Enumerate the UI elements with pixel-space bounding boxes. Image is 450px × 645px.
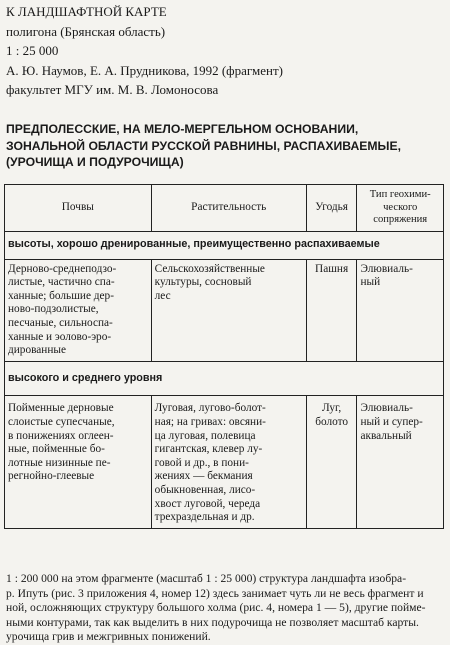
cell-land-use: Луг, болото <box>306 396 357 528</box>
footer-line: 1 : 200 000 на этом фрагменте (масштаб 1 : 25 000) структура ландшафта изобра- <box>6 572 407 585</box>
cell-soil: Пойменные дерновые слоистые супесчаные, в понижениях оглеен- ные, пойменные бо- лотные низинные пе- регнойно-глеевые <box>5 396 152 528</box>
header-line: факультет МГУ им. М. В. Ломоносова <box>6 82 219 97</box>
section-title <box>6 121 442 171</box>
header-line: 1 : 25 000 <box>6 43 59 58</box>
section-heading: высоты, хорошо дренированные, преимущественно распахиваемые <box>5 232 444 260</box>
cell-geochemical: Элювиаль- ный <box>357 259 444 361</box>
table-row <box>5 259 444 361</box>
title-line: ЗОНАЛЬНОЙ ОБЛАСТИ РУССКОЙ РАВНИНЫ, РАСПАХИВАЕМЫЕ, <box>6 138 401 153</box>
header-line: К ЛАНДШАФТНОЙ КАРТЕ <box>6 4 167 19</box>
title-line: (УРОЧИЩА И ПОДУРОЧИЩА) <box>6 155 184 169</box>
footer-line: урочища грив и межгривных понижений. <box>6 630 211 644</box>
header-soils: Почвы <box>5 185 152 232</box>
section-row <box>5 232 444 260</box>
footer-line: р. Ипуть (рис. 3 приложения 4, номер 12) здесь занимает чуть ли не весь фрагмент и <box>6 586 424 600</box>
cell-land-use: Пашня <box>306 259 357 361</box>
header-line: полигона (Брянская область) <box>6 23 166 39</box>
header-line: А. Ю. Наумов, Е. А. Прудникова, 1992 (фрагмент) <box>6 62 283 78</box>
table-header-row <box>5 185 444 232</box>
footer-text <box>6 572 444 645</box>
cell-geochemical: Элювиаль- ный и супер- аквальный <box>357 396 444 528</box>
footer-line: ной, осложняющих структуру большого холма (рис. 4, номера 1 — 5), другие пойме- <box>6 601 426 615</box>
footer-line: ными контурами, так как выделить в них подурочища не позволяет масштаб карты. <box>6 615 419 629</box>
cell-vegetation: Луговая, лугово-болот- ная; на гривах: овсяни- ца луговая, полевица гигантская, клевер лу- говой и др., в пони- жениях — бекмания обыкновенная, лисо- хвост луговой, череда трехраздельная и др. <box>151 396 306 528</box>
table-row <box>5 396 444 528</box>
header-land-use: Угодья <box>306 185 357 232</box>
section-row <box>5 361 444 396</box>
header-vegetation: Растительность <box>151 185 306 232</box>
header-geochemical: Тип геохими- ческого сопряжения <box>357 185 444 232</box>
title-line: ПРЕДПОЛЕССКИЕ, НА МЕЛО-МЕРГЕЛЬНОМ ОСНОВАНИИ, <box>6 122 359 136</box>
section-heading: высокого и среднего уровня <box>5 361 444 396</box>
header-block <box>6 2 283 100</box>
legend-table <box>4 184 444 529</box>
cell-soil: Дерново-среднеподзо- листые, частично спа- ханные; большие дер- ново-подзолистые, песчаные, сильноспа- ханные и эолово-эро- дированные <box>5 259 152 361</box>
cell-vegetation: Сельскохозяйственные культуры, сосновый лес <box>151 259 306 361</box>
